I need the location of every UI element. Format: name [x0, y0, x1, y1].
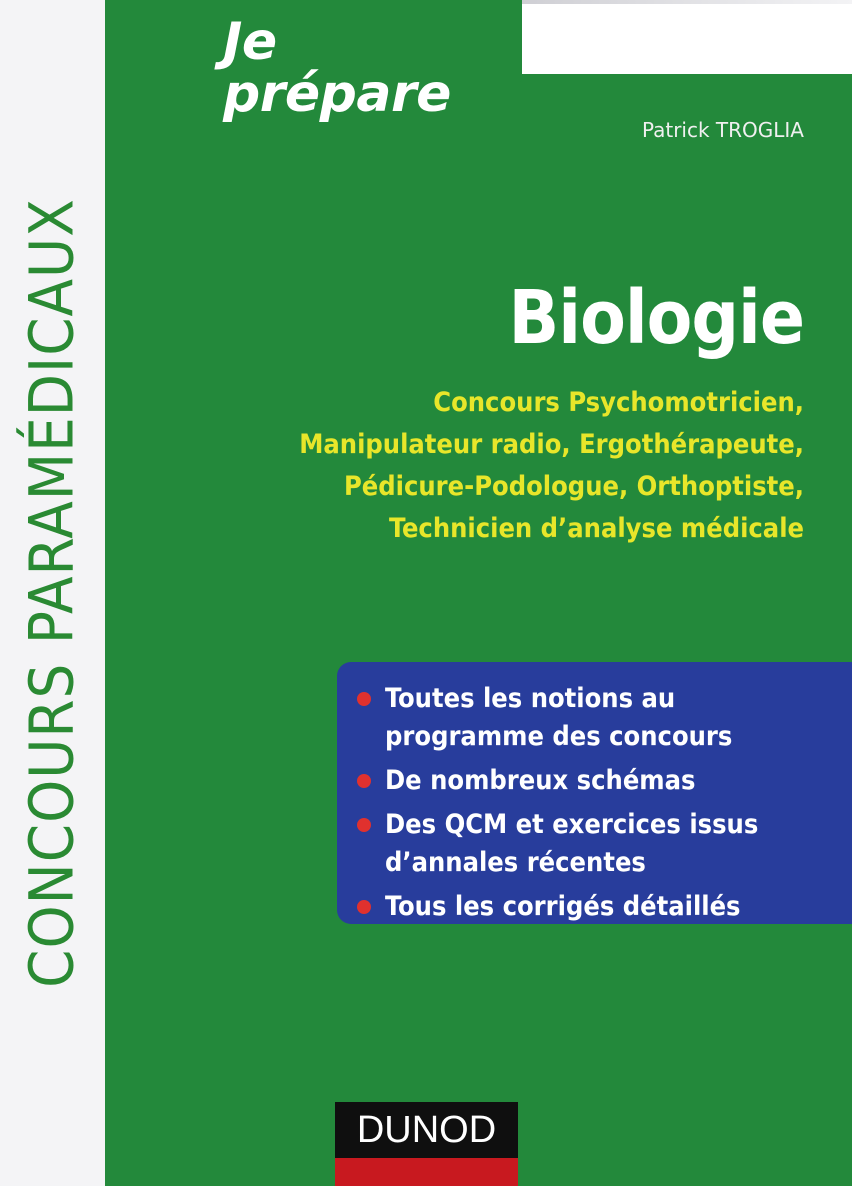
bullet-dot-icon: [357, 900, 371, 914]
green-panel: [105, 74, 852, 1186]
feature-item: [353, 888, 758, 926]
subtitle-line: Pédicure-Podologue, Orthoptiste,: [344, 471, 804, 502]
author-name: Patrick TROGLIA: [641, 118, 804, 142]
publisher-logo: [335, 1102, 518, 1186]
feature-line: Toutes les notions au: [385, 683, 676, 714]
publisher-logo-red: [335, 1158, 518, 1186]
feature-item: [353, 762, 758, 800]
feature-item: [353, 680, 758, 756]
feature-line: programme des concours: [385, 721, 733, 752]
feature-line: d’annales récentes: [385, 847, 646, 878]
series-tab-label: Je prépare: [223, 12, 451, 124]
subtitle-line: Technicien d’analyse médicale: [388, 513, 804, 544]
bullet-dot-icon: [357, 774, 371, 788]
feature-item: [353, 806, 758, 882]
side-title: CONCOURS PARAMÉDICAUX: [16, 198, 88, 988]
subtitle: [164, 382, 804, 550]
publisher-name: DUNOD: [356, 1109, 497, 1151]
subtitle-line: Concours Psychomotricien,: [433, 387, 804, 418]
book-title: Biologie: [508, 275, 804, 361]
bullet-dot-icon: [357, 692, 371, 706]
side-band: [0, 0, 107, 1186]
feature-line: De nombreux schémas: [385, 765, 696, 796]
top-right-shadow: [522, 0, 852, 4]
features-box: [337, 662, 852, 924]
series-tab: [105, 0, 522, 124]
bullet-dot-icon: [357, 818, 371, 832]
features-list: [353, 680, 758, 932]
feature-line: Tous les corrigés détaillés: [385, 891, 741, 922]
feature-line: Des QCM et exercices issus: [385, 809, 759, 840]
subtitle-line: Manipulateur radio, Ergothérapeute,: [299, 429, 804, 460]
